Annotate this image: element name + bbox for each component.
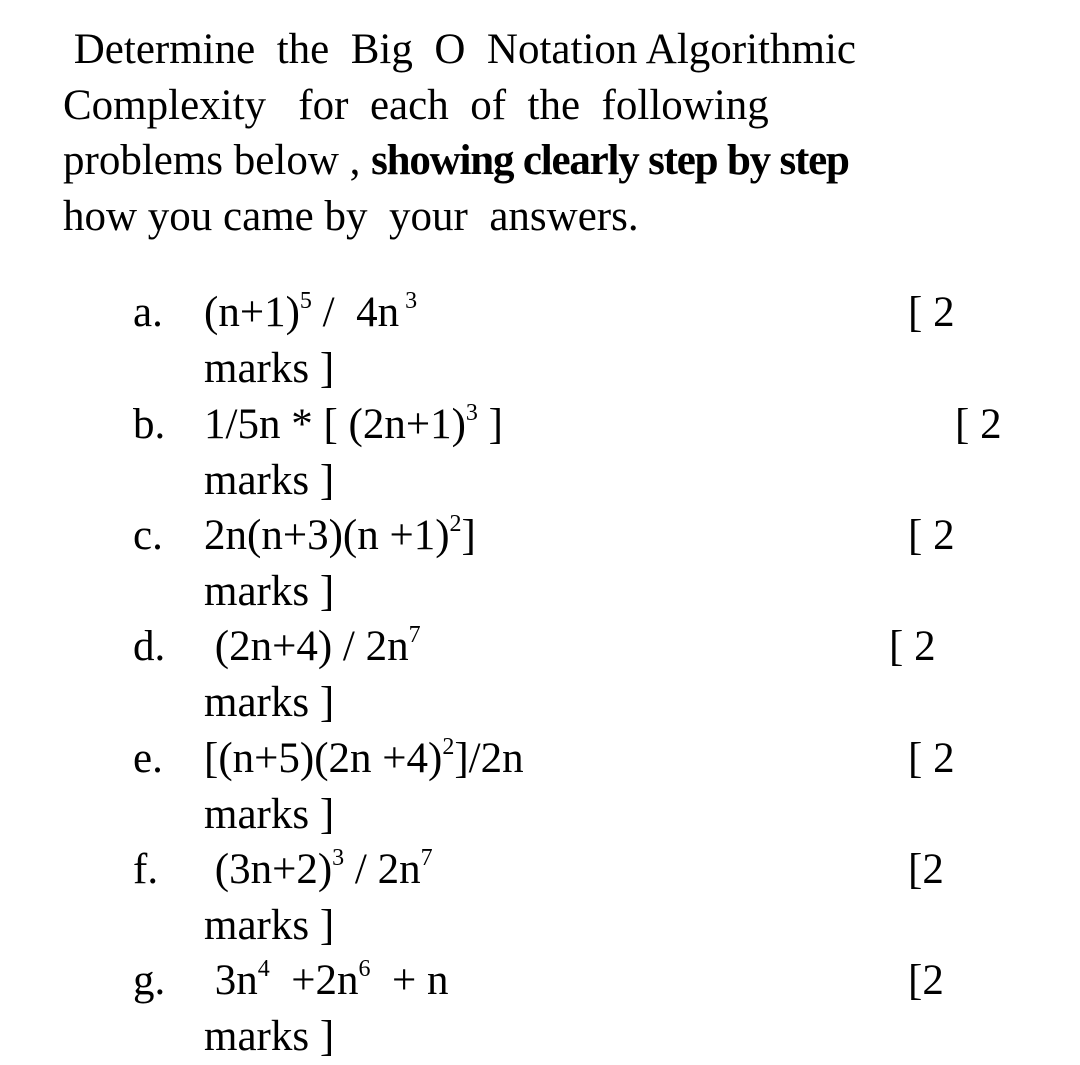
problem-letter: e.	[133, 735, 163, 782]
problem-marks: [ 2	[908, 735, 955, 782]
problem-expression: $(n+1)^5 / 4n$ $^3$	[204, 288, 418, 336]
problem-expression: 1/5n * [ $(2n+1)^3$ ]	[204, 400, 503, 448]
instructions-line-4: how you came by your answers.	[63, 192, 639, 240]
problem-letter: a.	[133, 289, 163, 336]
problem-marks-continued: marks ]	[204, 790, 335, 838]
problem-letter: f.	[133, 846, 159, 893]
problem-marks-continued: marks ]	[204, 901, 335, 949]
problem-item-c	[0, 508, 1080, 620]
problem-item-b	[0, 397, 1080, 509]
problem-letter: d.	[133, 623, 166, 670]
problem-marks-continued: marks ]	[204, 456, 335, 504]
instructions-emphasis: showing clearly step by step	[371, 137, 849, 184]
problem-marks: [ 2	[889, 623, 936, 670]
problem-expression: $(2n+4) / 2n^7$	[204, 622, 421, 670]
problem-marks: [2	[908, 846, 944, 893]
problem-item-g	[0, 953, 1080, 1065]
problem-marks: [2	[908, 957, 944, 1004]
problem-letter: b.	[133, 401, 166, 448]
instructions-line-2: Complexity for each of the following	[63, 81, 769, 129]
problem-item-f	[0, 842, 1080, 954]
problem-item-a	[0, 285, 1080, 397]
problem-expression: $(3n+2)^3 / 2n^7$	[204, 845, 433, 893]
problem-marks: [ 2	[908, 512, 955, 559]
problem-marks-continued: marks ]	[204, 567, 335, 615]
problem-marks-continued: marks ]	[204, 678, 335, 726]
problem-letter: c.	[133, 512, 163, 559]
problem-letter: g.	[133, 957, 166, 1004]
problem-marks: [ 2	[908, 289, 955, 336]
problem-expression: $3n^4 +2n^6 + n$	[204, 956, 449, 1004]
instructions-line-1: Determine the Big O Notation Algorithmic	[63, 26, 856, 73]
problem-marks: [ 2	[955, 401, 1002, 448]
problem-item-e	[0, 731, 1080, 843]
problem-expression: $[(n+5)(2n +4)^2]/2n$	[204, 734, 524, 782]
instructions-line-3	[63, 133, 963, 189]
problem-expression: $2n(n+3)(n +1)^2$]	[204, 511, 476, 559]
instructions	[63, 22, 963, 244]
instructions-line-3-text: problems below ,	[63, 137, 372, 184]
problem-item-d	[0, 619, 1080, 731]
problem-marks-continued: marks ]	[204, 1012, 335, 1060]
problem-marks-continued: marks ]	[204, 344, 335, 392]
